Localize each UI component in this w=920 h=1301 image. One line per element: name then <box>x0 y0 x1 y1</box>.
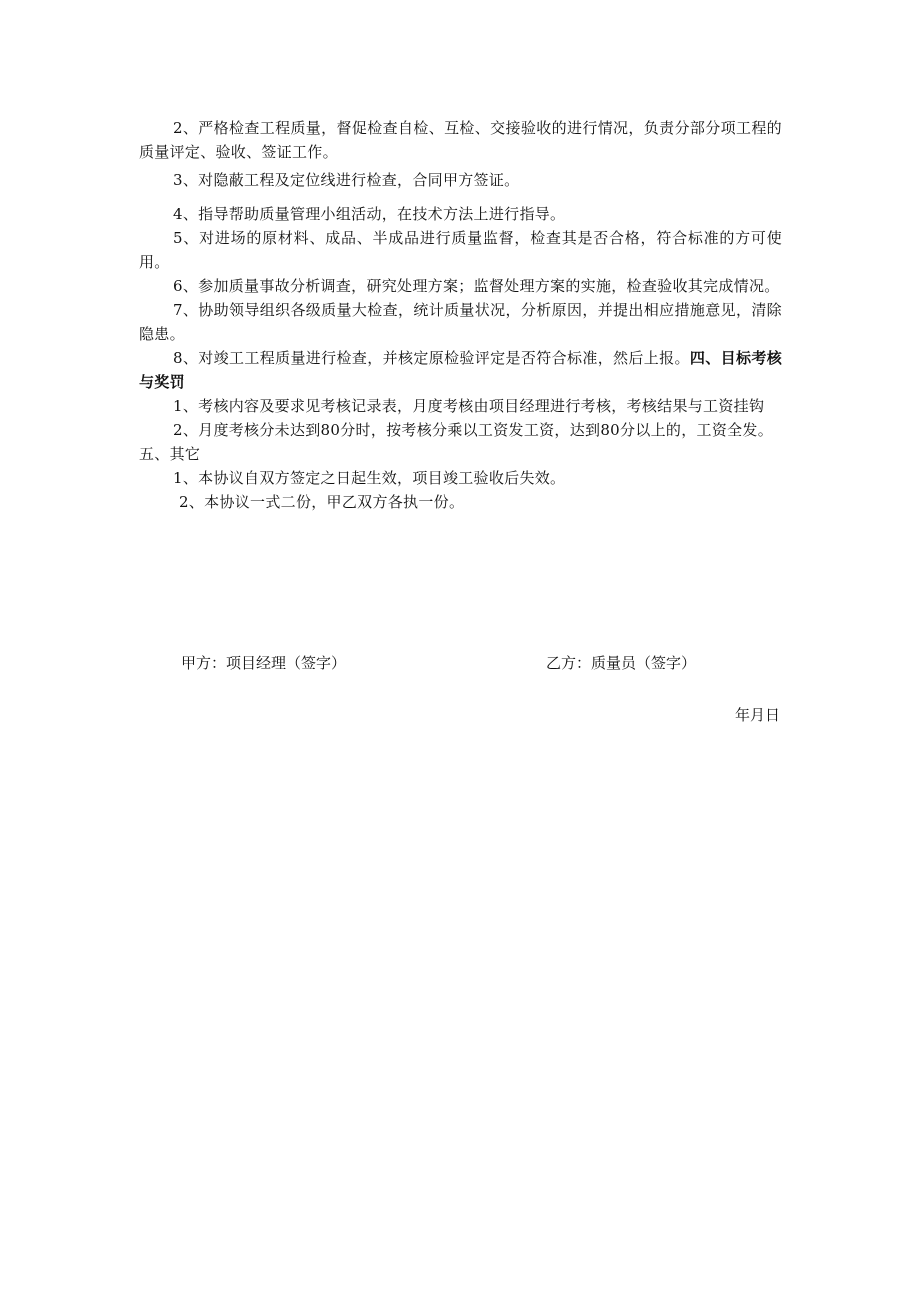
signature-row <box>0 652 920 676</box>
section-5-heading: 五、其它 <box>139 445 201 463</box>
section-4-item-1: 1、考核内容及要求见考核记录表，月度考核由项目经理进行考核，考核结果与工资挂钩 <box>173 397 765 415</box>
paragraph-item-3: 3、对隐蔽工程及定位线进行检查，合同甲方签证。 <box>173 171 520 189</box>
signature-party-a: 甲方：项目经理（签字） <box>181 654 347 672</box>
paragraph-item-8 <box>139 346 782 394</box>
paragraph-item-7: 7、协助领导组织各级质量大检查，统计质量状况，分析原因，并提出相应措施意见，清除隐患。 <box>139 301 782 343</box>
section-4-heading: 四、目标考核与奖罚 <box>139 349 782 391</box>
signature-party-b: 乙方：质量员（签字） <box>546 654 697 672</box>
date-line: 年月日 <box>734 706 780 724</box>
paragraph-item-4: 4、指导帮助质量管理小组活动，在技术方法上进行指导。 <box>173 205 566 223</box>
paragraph-item-5: 5、对进场的原材料、成品、半成品进行质量监督，检查其是否合格，符合标准的方可使用。 <box>139 229 782 271</box>
paragraph-item-6: 6、参加质量事故分析调查，研究处理方案；监督处理方案的实施，检查验收其完成情况。 <box>173 277 780 295</box>
section-5-item-1: 1、本协议自双方签定之日起生效，项目竣工验收后失效。 <box>173 469 566 487</box>
section-5-item-2: 2、本协议一式二份，甲乙双方各执一份。 <box>179 493 465 511</box>
document-body <box>139 116 782 514</box>
paragraph-item-8-text: 8、对竣工工程质量进行检查，并核定原检验评定是否符合标准，然后上报。 <box>173 349 690 367</box>
section-4-item-2: 2、月度考核分未达到80分时，按考核分乘以工资发工资，达到80分以上的，工资全发。 <box>173 421 774 439</box>
paragraph-item-2: 2、严格检查工程质量，督促检查自检、互检、交接验收的进行情况，负责分部分项工程的质量评定、验收、签证工作。 <box>139 119 782 161</box>
